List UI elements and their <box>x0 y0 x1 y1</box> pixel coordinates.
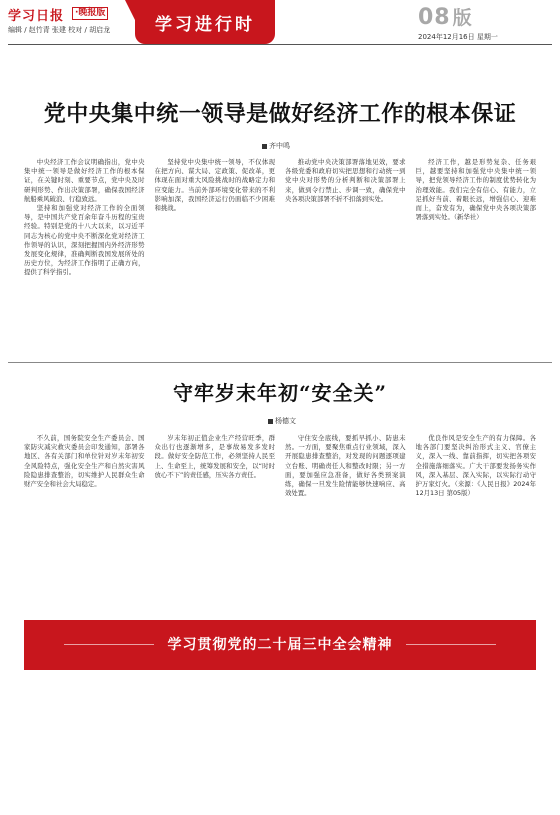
masthead-edition: ·晚报版 <box>72 7 108 20</box>
article2-column <box>24 434 145 620</box>
column-banner <box>135 0 275 44</box>
article1-paragraph: 中央经济工作会议明确指出，党中央集中统一领导是做好经济工作的根本保证，在关键时刻、重要节点，党中央及时研判形势、作出决策部署，确保我国经济航船乘风破浪、行稳致远。 <box>24 158 145 203</box>
article1-title: 党中央集中统一领导是做好经济工作的根本保证 <box>43 101 517 127</box>
masthead-logo: 学习日报 <box>8 9 65 24</box>
section-banner-title: 学习贯彻党的二十届三中全会精神 <box>167 637 393 653</box>
article1-column <box>416 158 537 354</box>
page-number-unit: 版 <box>452 7 473 29</box>
article2-title: 守牢岁末年初“安全关” <box>172 381 387 405</box>
article1-column <box>285 158 406 354</box>
article2-paragraph: 不久前，国务院安全生产委员会、国家防灾减灾救灾委员会印发通知，部署各地区、各有关部门和单位针对岁末年初安全风险特点，强化安全生产和自然灾害风险隐患排查整治，切实维护人民群众生命财产安全和社会大局稳定。 <box>24 434 145 489</box>
article1-paragraph: 坚持和加强党对经济工作的全面领导，是中国共产党百余年奋斗历程的宝贵经验。特别是党的十八大以来，以习近平同志为核心的党中央不断深化党对经济工作领导的认识，深刻把握国内外经济形势发展变化规律，准确判断我国发展所处的历史方位，为经济工作指明了正确方向，提供了科学指引。 <box>24 204 145 277</box>
page-number <box>418 3 473 30</box>
page-header <box>0 0 560 46</box>
article2-body <box>24 434 536 620</box>
article2-paragraph: 优良作风是安全生产的有力保障。各地各部门要坚决纠治形式主义、官僚主义，深入一线、靠前指挥，切实把各项安全措施落细落实。广大干部要发扬务实作风，深入基层、深入实际，以实际行动守护万家灯火。（来源：《人民日报》2024年12月13日 第05版） <box>415 434 536 498</box>
article2-column <box>285 434 406 620</box>
editors-line: 编辑 / 赵竹青 张建 校对 / 胡启龙 <box>8 26 111 34</box>
section-banner <box>24 620 536 670</box>
article1-paragraph: 推动党中央决策部署落地见效，要求各级党委和政府切实把思想和行动统一到党中央对形势的分析判断和决策部署上来，做到令行禁止、步调一致，确保党中央各项决策部署不折不扣落到实处。 <box>285 158 406 203</box>
column-title: 学习进行时 <box>155 15 255 35</box>
article2-column <box>155 434 276 620</box>
article1-paragraph: 经济工作，越是形势复杂、任务艰巨，越要坚持和加强党中央集中统一领导，把党领导经济工作的制度优势转化为治理效能。我们完全有信心、有能力，立足抓好当前、着眼长远，增强信心、迎难而上，奋发有为，确保党中央各项决策部署落到实处。（新华社） <box>415 158 536 222</box>
article2-paragraph: 守住安全底线，要抓早抓小、防患未然。一方面，要聚焦重点行业领域，深入开展隐患排查整治，对发现的问题逐项建立台账、明确责任人和整改时限；另一方面，要加强应急准备，做好各类预案演练，确保一旦发生险情能够快速响应、高效处置。 <box>285 434 406 498</box>
article1-author: 齐中鸣 <box>262 141 290 151</box>
article2-author: 杨德文 <box>268 416 296 426</box>
article1-body <box>24 158 536 354</box>
article2-paragraph: 岁末年初正值企业生产经营旺季，群众出行也逐渐增多，是事故易发多发时段。做好安全防范工作，必须坚持人民至上、生命至上，统筹发展和安全，以“时时放心不下”的责任感，压实各方责任。 <box>154 434 275 479</box>
article2-column <box>416 434 537 620</box>
article1-column <box>155 158 276 354</box>
article1-paragraph: 坚持党中央集中统一领导，不仅体现在把方向、谋大局、定政策、促改革，更体现在面对重大风险挑战时的战略定力和应变能力。当前外部环境变化带来的不利影响加深，我国经济运行仍面临不少困难和挑战。 <box>154 158 275 213</box>
header-divider <box>8 44 552 45</box>
banner-rule-right <box>406 644 496 645</box>
article-divider <box>8 362 552 363</box>
issue-date: 2024年12月16日 星期一 <box>418 33 498 41</box>
page-number-value: 08 <box>418 5 451 30</box>
article1-column <box>24 158 145 354</box>
